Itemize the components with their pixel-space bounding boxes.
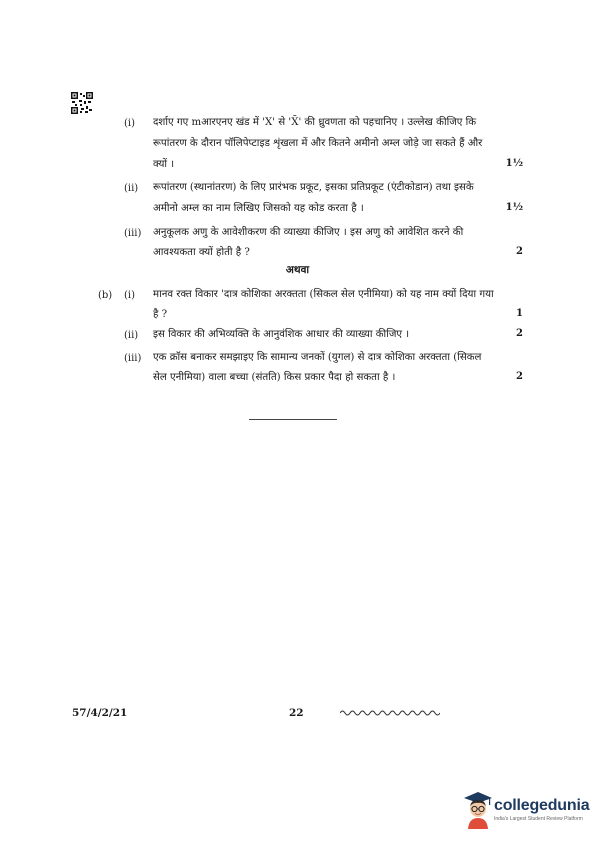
marks-a-iii: 2 bbox=[516, 246, 523, 257]
marks-a-i: 1½ bbox=[505, 158, 523, 169]
question-b-ii-line-1: इस विकार की अभिव्यक्ति के आनुवंशिक आधार की व्याख्या कीजिए । bbox=[153, 329, 410, 340]
question-a-ii-line-2: अमीनो अम्ल का नाम लिखिए जिसको यह कोड करता है । bbox=[153, 203, 364, 214]
question-number-a-i: (i) bbox=[124, 118, 136, 129]
question-a-ii-line-1: रूपांतरण (स्थानांतरण) के लिए प्रारंभक प्रकूट, इसका प्रतिप्रकूट (एंटीकोडान) तथा इसके bbox=[153, 182, 474, 193]
question-number-a-ii: (ii) bbox=[124, 183, 139, 194]
brand-tagline: India's Largest Student Review Platform bbox=[494, 816, 583, 822]
question-number-b-ii: (ii) bbox=[124, 330, 139, 341]
marks-b-ii: 2 bbox=[516, 328, 523, 339]
brand-name: collegedunia bbox=[494, 797, 590, 814]
question-b-i-line-1: मानव रक्त विकार 'दात्र कोशिका अरक्तता (सिकल सेल एनीमिया) को यह नाम क्यों दिया गया bbox=[153, 289, 494, 300]
question-number-b-iii: (iii) bbox=[124, 353, 142, 364]
marks-b-i: 1 bbox=[516, 308, 523, 319]
question-a-i-line-1: दर्शाए गए mआरएनए खंड में 'X' से 'X̄' की ध्रुवणता को पहचानिए । उल्लेख कीजिए कि bbox=[153, 117, 477, 128]
end-rule-divider bbox=[249, 419, 337, 420]
marks-a-ii: 1½ bbox=[505, 202, 523, 213]
question-a-i-line-3: क्यों । bbox=[153, 159, 175, 170]
part-label-b: (b) bbox=[98, 290, 113, 301]
question-a-iii-line-2: आवश्यकता क्यों होती है ? bbox=[153, 247, 250, 258]
page-number: 22 bbox=[289, 707, 304, 719]
question-b-iii-line-2: सेल एनीमिया) वाला बच्चा (संतति) किस प्रकार पैदा हो सकता है । bbox=[153, 372, 396, 383]
wavy-line-decoration bbox=[340, 708, 440, 718]
question-b-iii-line-1: एक क्रॉस बनाकर समझाइए कि सामान्य जनकों (युगल) से दात्र कोशिका अरक्तता (सिकल bbox=[153, 352, 482, 363]
question-b-i-line-2: है ? bbox=[153, 309, 168, 320]
paper-code: 57/4/2/21 bbox=[72, 707, 128, 719]
qr-code-icon bbox=[71, 92, 93, 114]
question-a-iii-line-1: अनुकूलक अणु के आवेशीकरण की व्याख्या कीजिए । इस अणु को आवेशित करने की bbox=[153, 227, 464, 238]
student-mascot-icon bbox=[462, 789, 494, 829]
marks-b-iii: 2 bbox=[516, 371, 523, 382]
or-heading: अथवा bbox=[285, 264, 310, 276]
question-a-i-line-2: रूपांतरण के दौरान पॉलिपेप्टाइड शृंखला में और कितने अमीनो अम्ल जोड़े जा सकते हैं और bbox=[153, 138, 483, 149]
question-number-a-iii: (iii) bbox=[124, 228, 142, 239]
question-number-b-i: (i) bbox=[124, 290, 136, 301]
